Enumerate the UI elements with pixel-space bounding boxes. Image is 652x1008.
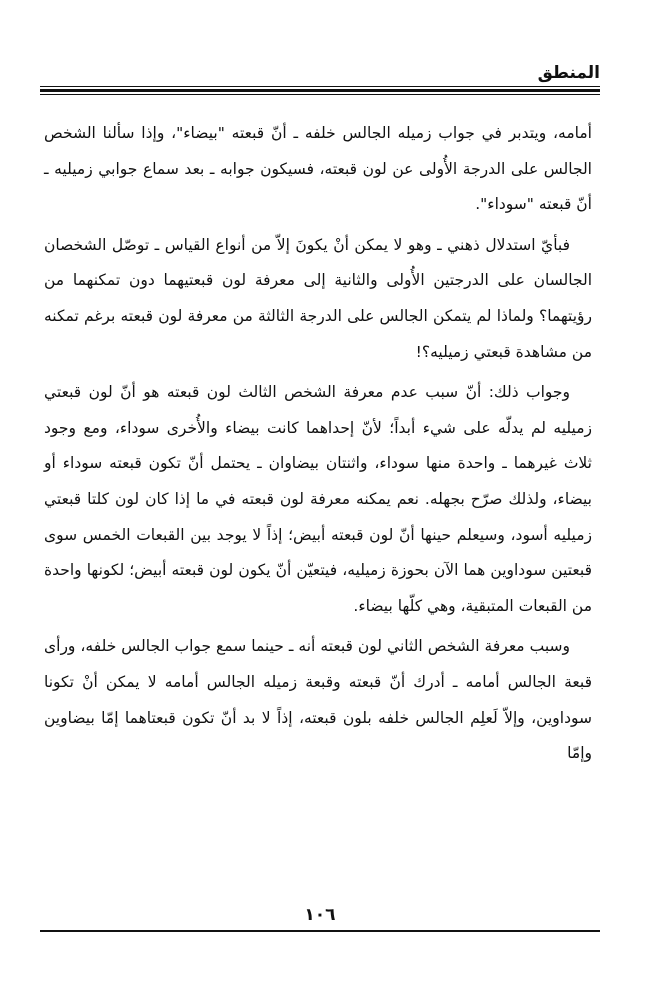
paragraph-4: وسبب معرفة الشخص الثاني لون قبعته أنه ـ حينما سمع جواب الجالس خلفه، ورأى قبعة الجالس أمامه ـ أدرك أنّ قبعته وقبعة زميله الجالس أمامه لا يمكن أنْ تكونا سوداوين، وإلاّ لَعلِم الجالس خلفه بلون قبعته، إذاً لا بد أنّ تكون قبعتاهما إمّا بيضاوين وإمّا	[44, 637, 592, 763]
paragraph-3: وجواب ذلك: أنّ سبب عدم معرفة الشخص الثالث لون قبعته هو أنّ لون قبعتي زميليه لم يدلّه على شيء أبداً؛ لأنّ إحداهما كانت بيضاء والأُخرى سوداء، ومع وجود ثلاث غيرهما ـ واحدة منها سوداء، واثنتان بيضاوان ـ يحتمل أنّ تكون قبعته سوداء أو بيضاء، ولذلك صرّح بجهله. نعم يمكنه معرفة لون قبعته في ما إذا كان لون كلتا قبعتي زميليه أسود، وسيعلم حينها أنّ لون قبعته أبيض؛ إذاً لا يوجد بين القبعات الخمس سوى قبعتين سوداوين هما الآن بحوزة زميليه، فيتعيّن أنّ يكون لون قبعته أبيض؛ لكونها واحدة من القبعات المتبقية، وهي كلّها بيضاء.	[44, 383, 592, 615]
footer-rule	[40, 930, 600, 932]
header-rule-bottom	[40, 94, 600, 95]
body-text	[44, 116, 592, 777]
paragraph-1: أمامه، ويتدبر في جواب زميله الجالس خلفه ـ أنّ قبعته "بيضاء"، وإذا سألنا الشخص الجالس على الدرجة الأُولى عن لون قبعته، فسيكون جوابه ـ بعد سماع جوابي زميليه ـ أنّ قبعته "سوداء".	[44, 124, 592, 214]
page-number: ١٠٦	[304, 905, 336, 925]
header-rule-thick	[40, 89, 600, 92]
running-head-title: المنطق	[537, 63, 600, 83]
paragraph-2: فبأيّ استدلال ذهني ـ وهو لا يمكن أنْ يكونَ إلاّ من أنواع القياس ـ توصّل الشخصان الجالسان على الدرجتين الأُولى والثانية إلى معرفة لون قبعتيهما دون تمكنهما من رؤيتهما؟ ولماذا لم يتمكن الجالس على الدرجة الثالثة من معرفة لون قبعته برغم تمكنه من مشاهدة قبعتي زميليه؟!	[44, 235, 592, 361]
header-rule-top	[40, 86, 600, 87]
